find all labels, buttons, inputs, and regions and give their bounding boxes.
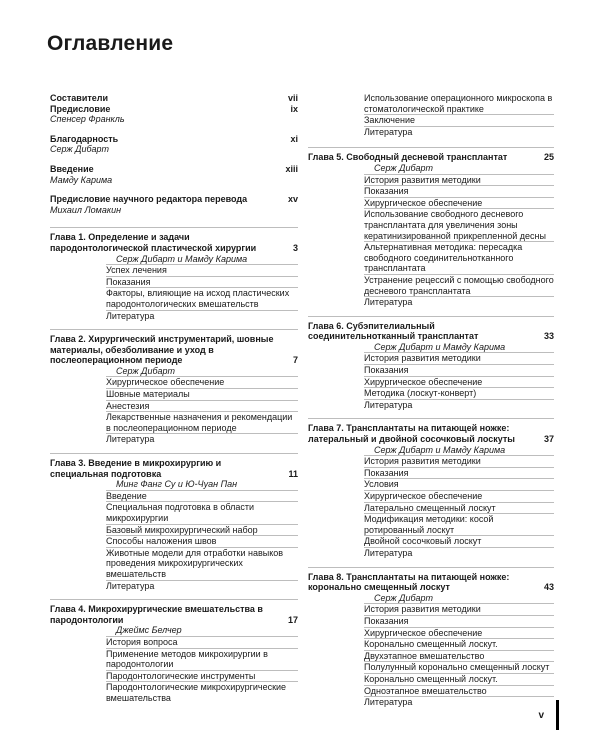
topic-item[interactable]: Хирургическое обеспечение — [364, 490, 554, 502]
topic-item[interactable]: Пародонтологические микрохирургические вмешательства — [106, 681, 298, 703]
topic-item[interactable]: Литература — [364, 547, 554, 559]
page-number: xiii — [285, 163, 298, 174]
topic-item[interactable]: Методика (лоскут-конверт) — [364, 387, 554, 399]
topic-item[interactable]: Использование операционного микроскопа в стоматологической практике — [364, 93, 553, 114]
topic-item[interactable]: Использование свободного десневого трансплантата для увеличения зоны кератинизированной прикрепленной десны — [364, 208, 554, 241]
front-title[interactable]: Предисловие научного редактора перевода xv — [50, 194, 298, 205]
topic-item[interactable]: Специальная подготовка в области микрохирургии — [106, 501, 298, 523]
page-number: 37 — [543, 434, 554, 445]
chapter-title[interactable]: Глава 2. Хирургический инструментарий, шовные материалы, обезболивание и уход в послеоперационном периоде 7 — [50, 329, 298, 366]
topic-item[interactable]: Модификация методики: косой ротированный лоскут — [364, 513, 554, 535]
topic-item[interactable]: Коронально смещенный лоскут. — [364, 638, 554, 650]
topic-item[interactable]: Литература — [106, 310, 298, 322]
chapter-entry — [50, 453, 298, 591]
left-column — [50, 93, 298, 712]
topic-item[interactable]: Литература — [364, 696, 554, 708]
front-entry — [50, 164, 298, 185]
page-number: xi — [290, 133, 298, 144]
page-number: 25 — [543, 152, 554, 163]
topic-item[interactable]: Литература — [106, 433, 298, 445]
topic-item[interactable]: Двухэтапное вмешательство — [364, 650, 554, 662]
chapter-entry — [308, 316, 554, 411]
topic-item[interactable]: Альтернативная методика: пересадка свободного соединительнотканного трансплантата — [364, 241, 554, 274]
topic-item[interactable]: Латерально смещенный лоскут — [364, 502, 554, 514]
front-title[interactable]: Введение xiii — [50, 163, 298, 174]
topic-item[interactable]: История развития методики — [364, 603, 554, 615]
chapter-entry — [308, 567, 554, 708]
topic-item[interactable]: Показания — [364, 615, 554, 627]
chapter-title[interactable]: Глава 1. Определение и задачи пародонтологической пластической хирургии 3 — [50, 227, 298, 253]
topic-item[interactable]: Базовый микрохирургический набор — [106, 524, 298, 536]
chapter-title[interactable]: Глава 6. Субэпителиальный соединительнотканный трансплантат 33 — [308, 316, 554, 342]
topic-item[interactable]: Полулунный коронально смещенный лоскут — [364, 661, 554, 673]
topic-item[interactable]: Хирургическое обеспечение — [364, 197, 554, 209]
front-title[interactable]: Предисловие ix — [50, 103, 298, 114]
topic-item[interactable]: Пародонтологические инструменты — [106, 670, 298, 682]
front-entry — [50, 194, 298, 215]
topic-item[interactable]: Факторы, влияющие на исход пластических пародонтологических вмешательств — [106, 287, 298, 309]
chapter-title[interactable]: Глава 5. Свободный десневой трансплантат 25 — [308, 147, 554, 163]
topic-item[interactable]: Хирургическое обеспечение — [106, 376, 298, 388]
chapter-title[interactable]: Глава 8. Трансплантаты на питающей ножке: коронально смещенный лоскут 43 — [308, 567, 554, 593]
author: Мамду Карима — [50, 174, 113, 185]
author: Серж Дибарт — [374, 162, 434, 173]
topic-item[interactable]: Устранение рецессий с помощью свободного десневого трансплантата — [364, 274, 554, 296]
topic-item[interactable]: Двойной сосочковый лоскут — [364, 535, 554, 547]
right-column — [308, 93, 554, 716]
chapter-topics — [364, 593, 554, 708]
chapter-entry — [50, 329, 298, 445]
page-number: xv — [287, 194, 298, 205]
author: Минг Фанг Су и Ю-Чуан Пан — [116, 479, 238, 490]
page-number: 11 — [288, 468, 298, 479]
author: Серж Дибарт и Мамду Карима — [374, 341, 506, 352]
topic-item[interactable]: Показания — [364, 364, 554, 376]
author: Серж Дибарт — [374, 592, 434, 603]
chapter-title[interactable]: Глава 3. Введение в микрохирургию и специальная подготовка 11 — [50, 453, 298, 479]
topic-item[interactable]: Литература — [106, 580, 298, 592]
topic-item[interactable]: Успех лечения — [106, 264, 298, 276]
front-entry — [50, 93, 298, 104]
chapter-entry — [308, 147, 554, 307]
author: Джеймс Белчер — [116, 625, 182, 636]
topic-item[interactable]: История вопроса — [106, 636, 298, 648]
folio-rule — [556, 700, 559, 730]
page-number: vii — [287, 93, 298, 103]
front-title[interactable]: Благодарность xi — [50, 133, 298, 144]
topic-item[interactable]: История развития методики — [364, 455, 554, 467]
front-entry — [50, 104, 298, 125]
author: Серж Дибарт и Мамду Карима — [374, 444, 506, 455]
topic-item[interactable]: Применение методов микрохирургии в пародонтологии — [106, 648, 298, 670]
topic-item[interactable]: Хирургическое обеспечение — [364, 376, 554, 388]
page-number: 43 — [543, 582, 554, 593]
topic-item[interactable]: Показания — [106, 276, 298, 288]
topic-item[interactable]: Литература — [364, 126, 554, 138]
chapter-title[interactable]: Глава 4. Микрохирургические вмешательства в пародонтологии 17 — [50, 599, 298, 625]
chapter-topics — [364, 445, 554, 559]
page-number: 33 — [543, 331, 554, 342]
author: Серж Дибарт и Мамду Карима — [116, 253, 248, 264]
chapter-title[interactable]: Глава 7. Трансплантаты на питающей ножке: латеральный и двойной сосочковый лоскуты 37 — [308, 418, 554, 444]
page-folio: v — [538, 710, 544, 721]
topic-item[interactable]: Условия — [364, 478, 554, 490]
topic-item[interactable]: Показания — [364, 185, 554, 197]
topic-item[interactable]: История развития методики — [364, 174, 554, 186]
chapter-entry — [50, 599, 298, 703]
author: Спенсер Франкль — [50, 114, 125, 125]
chapter-topics — [364, 163, 554, 308]
page-number: 3 — [292, 242, 298, 253]
topic-item[interactable]: Литература — [364, 399, 554, 411]
chapter-topics — [106, 366, 298, 445]
author: Михаил Ломакин — [50, 204, 122, 215]
topic-item[interactable]: Хирургическое обеспечение — [364, 627, 554, 639]
topic-item[interactable]: Введение — [106, 490, 298, 502]
chapter-topics — [364, 342, 554, 411]
topic-item[interactable]: Одноэтапное вмешательство — [364, 685, 554, 697]
topic-item[interactable]: История развития методики — [364, 352, 554, 364]
page-number: ix — [290, 103, 298, 114]
page-number: 7 — [292, 355, 298, 366]
chapter-topics — [106, 479, 298, 591]
topic-item[interactable]: Коронально смещенный лоскут. — [364, 673, 554, 685]
topic-item[interactable]: Анестезия — [106, 400, 298, 412]
page-number: 17 — [287, 614, 298, 625]
topic-item[interactable]: Животные модели для отработки навыков проведения микрохирургических вмешательств — [106, 547, 298, 580]
topic-item[interactable]: Лекарственные назначения и рекомендации в послеоперационном периоде — [106, 411, 298, 433]
chapter-topics — [106, 254, 298, 322]
front-entry — [50, 134, 298, 155]
chapter-entry — [308, 418, 554, 558]
topic-item[interactable]: Показания — [364, 467, 554, 479]
author: Серж Дибарт — [116, 365, 176, 376]
page-title: Оглавление — [47, 32, 174, 55]
topic-item[interactable]: Шовные материалы — [106, 388, 298, 400]
topic-item[interactable]: Способы наложения швов — [106, 535, 298, 547]
chapter-entry — [50, 227, 298, 321]
author: Серж Дибарт — [50, 144, 110, 155]
continued-topics — [364, 93, 554, 137]
topic-item[interactable]: Заключение — [364, 114, 554, 126]
topic-item[interactable]: Литература — [364, 296, 554, 308]
chapter-topics — [106, 625, 298, 703]
front-title[interactable]: Составители vii — [50, 93, 298, 103]
